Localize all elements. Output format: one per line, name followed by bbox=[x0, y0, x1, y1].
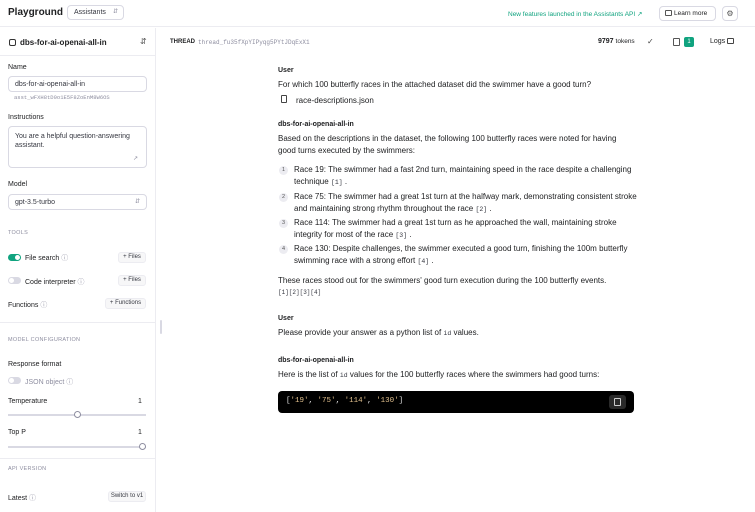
temperature-label: Temperature bbox=[8, 398, 48, 405]
top-p-label: Top P bbox=[8, 429, 26, 436]
message-role: dbs-for-ai-openai-all-in bbox=[278, 121, 354, 128]
chevron-updown-icon: ⇵ bbox=[112, 9, 118, 15]
api-version-heading: API VERSION bbox=[8, 466, 47, 472]
thread-id[interactable]: thread_fu35fXpYIPyqg5PYtJDqExX1 bbox=[198, 39, 310, 46]
code-interpreter-label: Code interpreter ⓘ bbox=[25, 279, 85, 286]
file-count-badge[interactable]: 1 bbox=[684, 37, 694, 47]
mode-select[interactable] bbox=[67, 5, 124, 20]
thread-label: THREAD bbox=[170, 39, 195, 45]
model-select-value: gpt-3.5-turbo bbox=[15, 199, 56, 206]
temperature-value: 1 bbox=[138, 398, 142, 405]
sidebar-divider bbox=[0, 322, 156, 323]
tools-heading: TOOLS bbox=[8, 230, 29, 236]
list-number: 3 bbox=[279, 219, 288, 228]
external-link-icon: ↗ bbox=[637, 11, 643, 18]
list-number: 4 bbox=[279, 245, 288, 254]
code-content: ['19', '75', '114', '130'] bbox=[286, 397, 404, 405]
message-role: User bbox=[278, 67, 294, 74]
sidebar-resize-handle[interactable] bbox=[160, 320, 162, 334]
message-text: These races stood out for the swimmers' good turn execution during the 100 butterfly events. bbox=[278, 276, 607, 285]
top-p-value: 1 bbox=[138, 429, 142, 436]
logs-button[interactable]: Logs bbox=[710, 38, 734, 45]
top-p-slider[interactable] bbox=[8, 446, 146, 448]
info-icon: ⓘ bbox=[77, 279, 85, 286]
new-features-link[interactable]: New features launched in the Assistants API ↗ bbox=[508, 11, 643, 18]
sidebar-divider bbox=[0, 458, 156, 459]
functions-label: Functions ⓘ bbox=[8, 302, 48, 309]
citation[interactable]: [4] bbox=[417, 258, 430, 265]
info-icon: ⓘ bbox=[29, 495, 37, 502]
list-item-text: integrity for most of the race [3] . bbox=[294, 230, 412, 239]
file-search-label: File search ⓘ bbox=[25, 255, 69, 262]
resize-handle-icon[interactable]: ↗ bbox=[133, 156, 139, 162]
message-text: For which 100 butterfly races in the attached dataset did the swimmer have a good turn? bbox=[278, 80, 592, 89]
chevron-updown-icon[interactable]: ⇵ bbox=[140, 37, 147, 46]
message-text: Here is the list of id values for the 100 butterfly races where the swimmers had good turns: bbox=[278, 370, 600, 379]
info-icon: ⓘ bbox=[66, 379, 74, 386]
copy-icon bbox=[614, 398, 621, 406]
sidebar-divider bbox=[0, 55, 156, 56]
top-p-slider-thumb[interactable] bbox=[139, 443, 146, 450]
list-item-text: Race 19: The swimmer had a fast 2nd turn, maintaining speed in the race despite a challenging bbox=[294, 165, 632, 174]
name-input[interactable]: dbs-for-ai-openai-all-in bbox=[8, 76, 147, 92]
temperature-slider-thumb[interactable] bbox=[74, 411, 81, 418]
switch-version-button[interactable]: Switch to v1 bbox=[108, 491, 146, 502]
list-item-text: technique [1] . bbox=[294, 177, 348, 186]
message-text: Please provide your answer as a python list of id values. bbox=[278, 328, 479, 337]
clear-thread-icon[interactable]: ✓ bbox=[647, 37, 654, 46]
storage-icon[interactable] bbox=[673, 38, 680, 46]
assistant-selector-title[interactable]: dbs-for-ai-openai-all-in bbox=[20, 38, 107, 47]
code-interpreter-files-button[interactable]: + Files bbox=[118, 275, 146, 286]
message-text: Based on the descriptions in the dataset, the following 100 butterfly races were noted for having bbox=[278, 134, 617, 143]
instructions-label: Instructions bbox=[8, 114, 44, 121]
code-interpreter-toggle[interactable] bbox=[8, 277, 21, 284]
message-text: good turns executed by the swimmers: bbox=[278, 146, 415, 155]
instructions-textarea[interactable]: You are a helpful question-answering assistant. bbox=[8, 126, 147, 168]
message-role: dbs-for-ai-openai-all-in bbox=[278, 357, 354, 364]
citations-list[interactable]: [1][2][3][4] bbox=[278, 289, 322, 296]
list-number: 1 bbox=[279, 166, 288, 175]
message-role: User bbox=[278, 315, 294, 322]
list-item-text: Race 114: The swimmer had a great 1st turn as he approached the wall, maintaining stroke bbox=[294, 218, 617, 227]
panel-icon bbox=[727, 38, 734, 44]
latest-label: Latest ⓘ bbox=[8, 495, 37, 502]
file-search-files-button[interactable]: + Files bbox=[118, 252, 146, 263]
json-object-toggle[interactable] bbox=[8, 377, 21, 384]
book-icon bbox=[665, 10, 672, 16]
file-search-toggle[interactable] bbox=[8, 254, 21, 261]
json-object-label: JSON object ⓘ bbox=[25, 379, 74, 386]
gear-icon: ⚙ bbox=[726, 9, 734, 18]
file-icon bbox=[281, 95, 287, 103]
list-item-text: and maintaining strong rhythm throughout the race [2] . bbox=[294, 204, 492, 213]
citation[interactable]: [3] bbox=[395, 232, 408, 239]
mode-select-label: Assistants bbox=[74, 9, 106, 16]
learn-more-button[interactable]: Learn more bbox=[659, 6, 716, 21]
info-icon: ⓘ bbox=[61, 255, 69, 262]
model-select[interactable] bbox=[8, 194, 147, 210]
citation[interactable]: [1] bbox=[330, 179, 343, 186]
add-function-button[interactable]: + Functions bbox=[105, 298, 146, 309]
model-config-heading: MODEL CONFIGURATION bbox=[8, 337, 81, 343]
response-format-label: Response format bbox=[8, 361, 62, 368]
inline-code: id bbox=[339, 372, 348, 379]
copy-button[interactable] bbox=[609, 395, 626, 409]
list-item-text: swimming race with a strong effort [4] . bbox=[294, 256, 434, 265]
list-number: 2 bbox=[279, 193, 288, 202]
assistant-id: asst_wFXH8tD0o1E5F8ZoEnM8W6OS bbox=[14, 94, 110, 101]
model-label: Model bbox=[8, 181, 28, 188]
citation[interactable]: [2] bbox=[475, 206, 488, 213]
inline-code: id bbox=[443, 330, 452, 337]
list-item-text: Race 130: Despite challenges, the swimmer executed a good turn, finishing the 100m butterfly bbox=[294, 244, 628, 253]
attachment-filename[interactable]: race-descriptions.json bbox=[296, 96, 374, 105]
code-block bbox=[278, 391, 634, 413]
settings-button[interactable] bbox=[722, 6, 738, 21]
token-count: 9797 tokens bbox=[598, 38, 635, 45]
name-label: Name bbox=[8, 64, 27, 71]
app-title: Playground bbox=[8, 7, 64, 18]
chevron-updown-icon: ⇵ bbox=[134, 199, 140, 205]
assistant-icon bbox=[9, 39, 16, 46]
info-icon: ⓘ bbox=[40, 302, 48, 309]
list-item-text: Race 75: The swimmer had a great 1st turn at the halfway mark, demonstrating consistent stroke bbox=[294, 192, 637, 201]
